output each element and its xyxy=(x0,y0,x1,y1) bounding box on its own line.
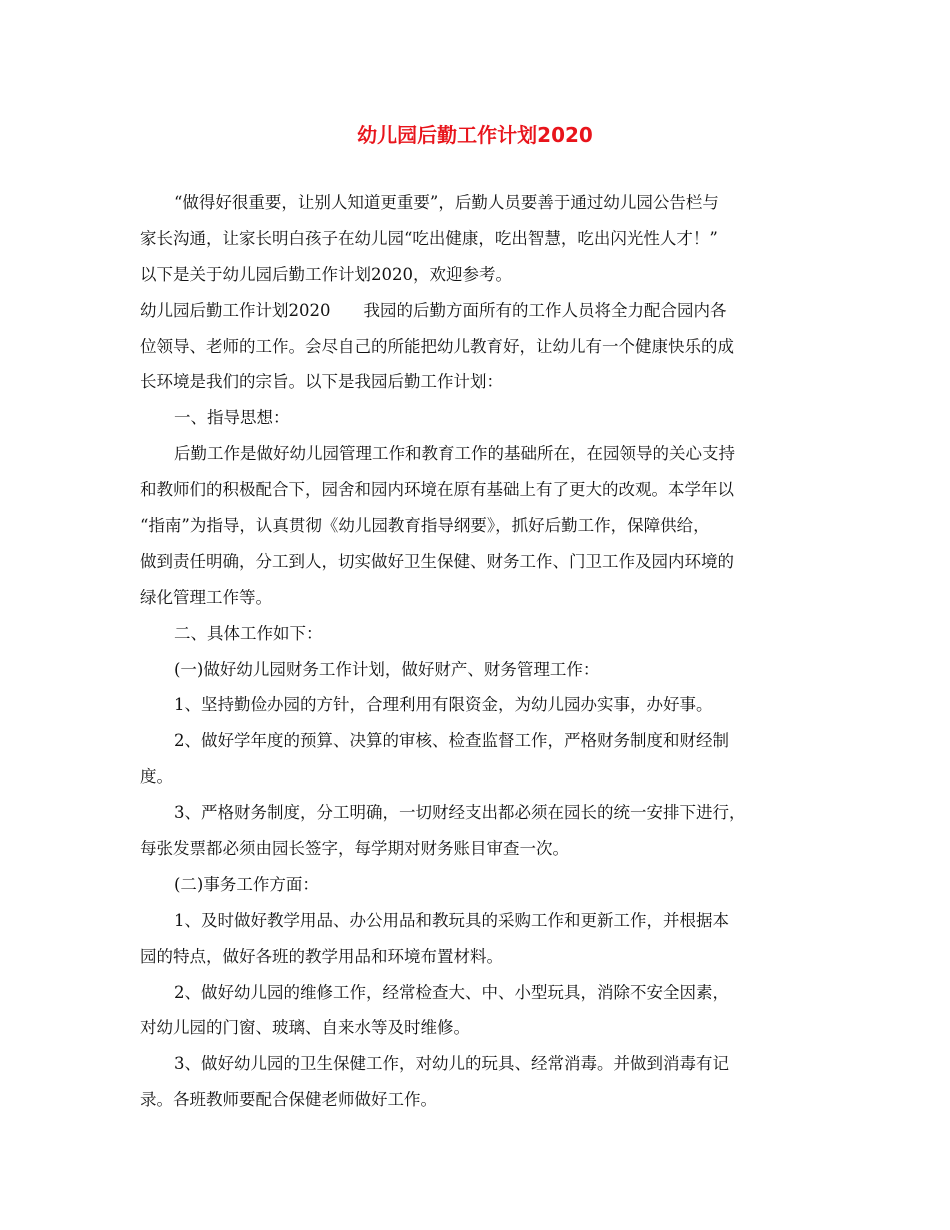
paragraph-line: 家长沟通，让家长明白孩子在幼儿园“吃出健康，吃出智慧，吃出闪光性人才！” xyxy=(140,228,718,248)
list-item-continuation: 度。 xyxy=(140,767,173,787)
paragraph-line: 幼儿园后勤工作计划2020 我园的后勤方面所有的工作人员将全力配合园内各 xyxy=(140,300,727,320)
section-heading: 一、指导思想： xyxy=(174,408,290,428)
document-title: 幼儿园后勤工作计划2020 xyxy=(357,123,593,147)
list-item: 1、坚持勤俭办园的方针，合理利用有限资金，为幼儿园办实事，办好事。 xyxy=(174,695,713,715)
subsection-heading: (二)事务工作方面： xyxy=(174,874,319,894)
paragraph-line: 和教师们的积极配合下，园舍和园内环境在原有基础上有了更大的改观。本学年以 xyxy=(140,480,734,500)
paragraph-line: 以下是关于幼儿园后勤工作计划2020，欢迎参考。 xyxy=(140,264,512,284)
list-item-continuation: 园的特点，做好各班的教学用品和环境布置材料。 xyxy=(140,946,503,966)
list-item-continuation: 录。各班教师要配合保健老师做好工作。 xyxy=(140,1090,437,1110)
list-item: 3、做好幼儿园的卫生保健工作，对幼儿的玩具、经常消毒。并做到消毒有记 xyxy=(174,1054,729,1074)
paragraph-line: 绿化管理工作等。 xyxy=(140,587,272,607)
list-item: 3、严格财务制度，分工明确，一切财经支出都必须在园长的统一安排下进行， xyxy=(174,803,746,823)
paragraph-line: 后勤工作是做好幼儿园管理工作和教育工作的基础所在，在园领导的关心支持 xyxy=(174,444,735,464)
paragraph-line: “做得好很重要，让别人知道更重要”，后勤人员要善于通过幼儿园公告栏与 xyxy=(174,193,719,212)
list-item: 2、做好学年度的预算、决算的审核、检查监督工作，严格财务制度和财经制 xyxy=(174,731,729,751)
list-item-continuation: 每张发票都必须由园长签字，每学期对财务账目审查一次。 xyxy=(140,839,569,859)
subsection-heading: (一)做好幼儿园财务工作计划，做好财产、财务管理工作： xyxy=(174,659,600,679)
list-item: 1、及时做好教学用品、办公用品和教玩具的采购工作和更新工作，并根据本 xyxy=(174,910,729,930)
paragraph-line: 位领导、老师的工作。会尽自己的所能把幼儿教育好，让幼儿有一个健康快乐的成 xyxy=(140,336,734,356)
paragraph-line: “指南”为指导，认真贯彻《幼儿园教育指导纲要》，抓好后勤工作，保障供给， xyxy=(140,516,710,536)
list-item: 2、做好幼儿园的维修工作，经常检查大、中、小型玩具，消除不安全因素， xyxy=(174,982,729,1002)
paragraph-line: 长环境是我们的宗旨。以下是我园后勤工作计划： xyxy=(140,372,503,392)
paragraph-line: 做到责任明确，分工到人，切实做好卫生保健、财务工作、门卫工作及园内环境的 xyxy=(140,551,734,571)
section-heading: 二、具体工作如下： xyxy=(174,623,323,643)
list-item-continuation: 对幼儿园的门窗、玻璃、自来水等及时维修。 xyxy=(140,1018,470,1038)
document-body xyxy=(140,185,820,1118)
